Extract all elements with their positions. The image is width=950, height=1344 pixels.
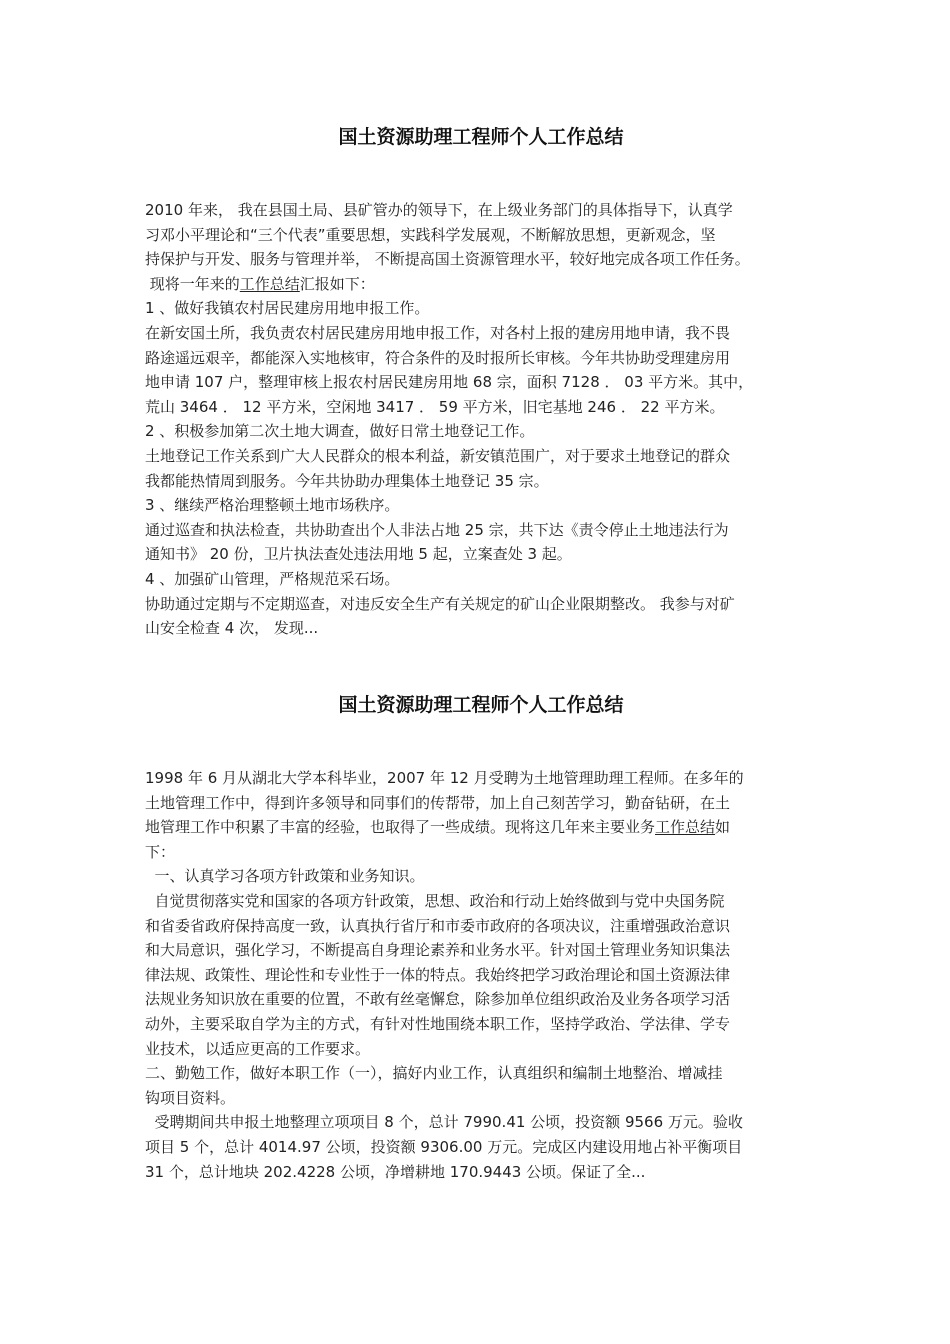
text-line bbox=[145, 444, 817, 469]
text-segment: 1998 年 6 月从湖北大学本科毕业，2007 年 12 月受聘为土地管理助理工程师。在多年的 bbox=[145, 769, 744, 787]
text-line bbox=[145, 938, 817, 963]
article-2 bbox=[145, 692, 817, 1184]
text-segment: 律法规、政策性、理论性和专业性于一体的特点。我始终把学习政治理论和国土资源法律 bbox=[145, 965, 731, 984]
text-segment: 自觉贯彻落实党和国家的各项方针政策，思想、政治和行动上始终做到与党中央国务院 bbox=[145, 891, 725, 910]
text-line bbox=[145, 791, 817, 816]
text-segment: 项目 5 个，总计 4014.97 公顷，投资额 9306.00 万元。完成区内建设用地占补平衡项目 bbox=[145, 1137, 743, 1156]
text-segment: 土地管理工作中，得到许多领导和同事们的传帮带，加上自己刻苦学习，勤奋钻研，在土 bbox=[145, 793, 731, 812]
work-summary-link[interactable]: 工作总结 bbox=[239, 274, 300, 293]
text-line bbox=[145, 766, 817, 791]
text-segment: 受聘期间共申报土地整理立项项目 8 个，总计 7990.41 公顷，投资额 9566 万元。验收 bbox=[145, 1113, 743, 1132]
text-segment: 现将一年来的 bbox=[145, 274, 240, 293]
text-segment: 协助通过定期与不定期巡查，对违反安全生产有关规定的矿山企业限期整改。 我参与对矿 bbox=[145, 594, 735, 613]
article-body bbox=[145, 198, 817, 641]
text-line bbox=[145, 889, 817, 914]
text-segment: 31 个，总计地块 202.4228 公顷，净增耕地 170.9443 公顷。保证了全... bbox=[145, 1162, 646, 1181]
text-line bbox=[145, 914, 817, 939]
text-segment: 在新安国土所，我负责农村居民建房用地申报工作，对各村上报的建房用地申请，我不畏 bbox=[145, 323, 731, 342]
text-segment: 荒山 3464 ． 12 平方米，空闲地 3417 ． 59 平方米，旧宅基地 246 ． 22 平方米。 bbox=[145, 397, 725, 416]
text-line bbox=[145, 1037, 817, 1062]
text-segment: 汇报如下： bbox=[299, 274, 375, 293]
article-1 bbox=[145, 124, 817, 641]
text-line bbox=[145, 469, 817, 494]
text-segment: 一、认真学习各项方针政策和业务知识。 bbox=[145, 867, 425, 886]
text-line bbox=[145, 370, 817, 395]
text-segment: 二、勤勉工作，做好本职工作（一），搞好内业工作，认真组织和编制土地整治、增减挂 bbox=[145, 1064, 723, 1083]
text-segment: 地管理工作中积累了丰富的经验，也取得了一些成绩。现将这几年来主要业务 bbox=[145, 818, 656, 837]
text-segment: 钩项目资料。 bbox=[145, 1088, 236, 1107]
text-line bbox=[145, 542, 817, 567]
text-line bbox=[145, 815, 817, 840]
text-line bbox=[145, 592, 817, 617]
text-line bbox=[145, 419, 817, 444]
text-line bbox=[145, 840, 817, 865]
text-segment: 如 bbox=[715, 818, 731, 837]
text-line bbox=[145, 346, 817, 371]
text-segment: 业技术，以适应更高的工作要求。 bbox=[145, 1039, 371, 1058]
text-line bbox=[145, 272, 817, 297]
text-line bbox=[145, 567, 817, 592]
text-line bbox=[145, 395, 817, 420]
text-segment: 地申请 107 户，整理审核上报农村居民建房用地 68 宗，面积 7128 ． 03 平方米。其中， bbox=[145, 373, 754, 392]
text-segment: 路途遥远艰辛，都能深入实地核审，符合条件的及时报所长审核。今年共协助受理建房用 bbox=[145, 348, 731, 367]
text-segment: 法规业务知识放在重要的位置，不敢有丝毫懈怠，除参加单位组织政治及业务各项学习活 bbox=[145, 990, 731, 1009]
text-line bbox=[145, 1110, 817, 1135]
text-line bbox=[145, 493, 817, 518]
text-segment: 通知书》 20 份，卫片执法查处违法用地 5 起，立案查处 3 起。 bbox=[145, 545, 572, 564]
text-segment: 我都能热情周到服务。今年共协助办理集体土地登记 35 宗。 bbox=[145, 471, 549, 490]
text-segment: 土地登记工作关系到广大人民群众的根本利益，新安镇范围广，对于要求土地登记的群众 bbox=[145, 446, 731, 465]
article-body bbox=[145, 766, 817, 1184]
text-line bbox=[145, 864, 817, 889]
text-line bbox=[145, 198, 817, 223]
text-segment: 2010 年来， 我在县国土局、县矿管办的领导下，在上级业务部门的具体指导下，认真学 bbox=[145, 201, 733, 219]
text-segment: 和大局意识，强化学习，不断提高自身理论素养和业务水平。针对国土管理业务知识集法 bbox=[145, 941, 731, 960]
article-title: 国土资源助理工程师个人工作总结 bbox=[338, 126, 624, 148]
text-line bbox=[145, 518, 817, 543]
text-segment: 3 、继续严格治理整顿土地市场秩序。 bbox=[145, 496, 400, 515]
text-segment: 持保护与开发、服务与管理并举， 不断提高国土资源管理水平，较好地完成各项工作任务。 bbox=[145, 250, 750, 269]
article-title: 国土资源助理工程师个人工作总结 bbox=[338, 694, 624, 716]
text-segment: 下： bbox=[145, 842, 176, 861]
text-line bbox=[145, 963, 817, 988]
text-line bbox=[145, 296, 817, 321]
text-segment: 1 、做好我镇农村居民建房用地申报工作。 bbox=[145, 299, 430, 318]
text-line bbox=[145, 247, 817, 272]
text-segment: 习邓小平理论和“三个代表”重要思想，实践科学发展观，不断解放思想，更新观念，坚 bbox=[145, 225, 716, 244]
text-line bbox=[145, 1086, 817, 1111]
text-line bbox=[145, 616, 817, 641]
text-segment: 2 、积极参加第二次土地大调查，做好日常土地登记工作。 bbox=[145, 422, 535, 441]
text-line bbox=[145, 1012, 817, 1037]
text-line bbox=[145, 1061, 817, 1086]
text-segment: 动外，主要采取自学为主的方式，有针对性地围绕本职工作，坚持学政治、学法律、学专 bbox=[145, 1014, 731, 1033]
text-segment: 4 、加强矿山管理，严格规范采石场。 bbox=[145, 569, 400, 588]
text-line bbox=[145, 987, 817, 1012]
text-segment: 和省委省政府保持高度一致，认真执行省厅和市委市政府的各项决议，注重增强政治意识 bbox=[145, 916, 731, 935]
text-line bbox=[145, 223, 817, 248]
text-line bbox=[145, 1135, 817, 1160]
text-segment: 山安全检查 4 次， 发现... bbox=[145, 619, 319, 638]
text-line bbox=[145, 321, 817, 346]
work-summary-link[interactable]: 工作总结 bbox=[655, 818, 716, 837]
text-line bbox=[145, 1160, 817, 1185]
text-segment: 通过巡查和执法检查，共协助查出个人非法占地 25 宗，共下达《责令停止土地违法行为 bbox=[145, 520, 729, 539]
